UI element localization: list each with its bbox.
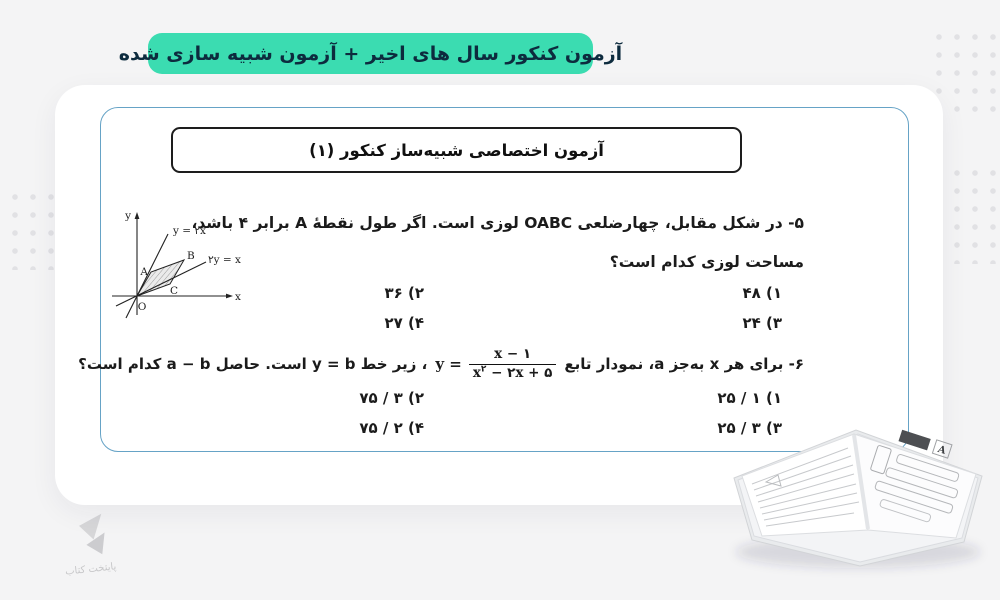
formula-lhs: y =	[435, 355, 462, 373]
vertex-o-label: O	[137, 301, 147, 313]
book-right-page	[854, 434, 976, 538]
q6-formula	[435, 346, 556, 382]
q5-option-2: ۲) ۳۶	[384, 284, 424, 302]
fraction-denominator: $x^۲$ − ۲x + ۵	[469, 364, 557, 383]
banner-pill	[118, 33, 623, 74]
rhombus-figure	[106, 206, 248, 322]
q6-line	[78, 334, 804, 394]
formula-fraction	[469, 346, 557, 382]
exam-title-box	[171, 127, 742, 173]
fraction-numerator: x − ۱	[494, 345, 532, 362]
q6-text-post: ، زیر خط y = b است. حاصل a − b کدام است؟	[78, 355, 428, 373]
q6-option-3: ۳) ۳ / ۲۵	[717, 419, 782, 437]
q5-option-3: ۳) ۲۴	[742, 314, 782, 332]
q5-line1: ۵- در شکل مقابل، چهارضلعی OABC لوزی است. اگر طول نقطهٔ A برابر ۴ باشد،	[191, 214, 804, 232]
banner-text: آزمون کنکور سال های اخیر + آزمون شبیه سازی شده	[118, 42, 623, 65]
vertex-a-label: A	[140, 266, 148, 278]
vertex-b-label: B	[187, 250, 195, 262]
exam-title: آزمون اختصاصی شبیه‌ساز کنکور (۱)	[309, 140, 604, 160]
q6-option-1: ۱) ۱ / ۲۵	[717, 389, 782, 407]
y-axis-label: y	[125, 210, 131, 222]
q6-text-pre: ۶- برای هر x به‌جز a، نمودار تابع	[564, 355, 804, 373]
q5-line2: مساحت لوزی کدام است؟	[609, 253, 804, 271]
steep-line-label: y = ۲x	[173, 225, 206, 237]
open-book-photo	[718, 380, 1000, 580]
q6-option-2: ۲) ۳ / ۷۵	[359, 389, 424, 407]
x-axis-label: x	[235, 291, 241, 303]
logo-mark	[78, 514, 109, 558]
logo-text: پایتخت کتاب	[64, 561, 117, 578]
q5-option-1: ۱) ۴۸	[742, 284, 782, 302]
page-badge-letter: A	[936, 443, 948, 457]
q5-option-4: ۴) ۲۷	[384, 314, 424, 332]
shallow-line-label: ۲y = x	[208, 254, 241, 266]
vertex-c-label: C	[170, 285, 179, 297]
q6-option-4: ۴) ۲ / ۷۵	[359, 419, 424, 437]
publisher-logo	[34, 510, 149, 588]
